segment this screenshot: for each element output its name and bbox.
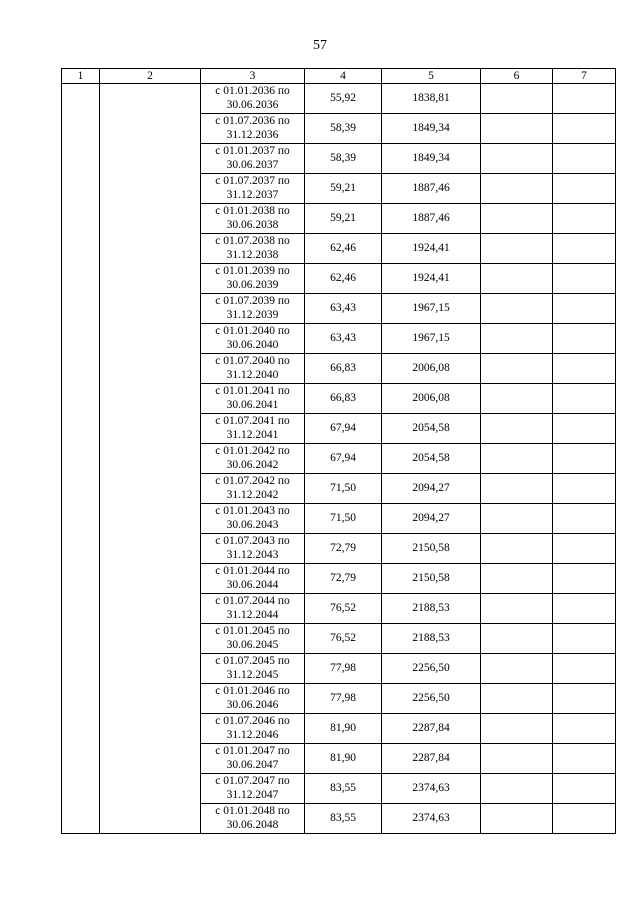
period-line: 31.12.2044	[226, 608, 279, 621]
value-col4-cell: 83,55	[305, 774, 382, 804]
value-col5-cell: 2287,84	[382, 714, 481, 744]
period-cell	[201, 594, 305, 624]
value-col7-cell	[553, 294, 616, 324]
period-line: 31.12.2047	[226, 788, 279, 801]
period-cell	[201, 444, 305, 474]
period-cell	[201, 474, 305, 504]
column-header: 4	[305, 69, 382, 84]
value-col6-cell	[481, 744, 553, 774]
period-cell	[201, 384, 305, 414]
value-col7-cell	[553, 534, 616, 564]
value-col7-cell	[553, 354, 616, 384]
value-col5-cell: 2256,50	[382, 684, 481, 714]
value-col4-cell: 76,52	[305, 624, 382, 654]
value-col5-cell: 2150,58	[382, 564, 481, 594]
value-col7-cell	[553, 114, 616, 144]
period-line: с 01.07.2040 по	[215, 355, 290, 367]
table-body	[62, 84, 616, 834]
value-col4-cell: 77,98	[305, 684, 382, 714]
value-col4-cell: 81,90	[305, 744, 382, 774]
period-cell	[201, 294, 305, 324]
value-col6-cell	[481, 294, 553, 324]
value-col4-cell: 71,50	[305, 474, 382, 504]
period-cell	[201, 744, 305, 774]
value-col4-cell: 55,92	[305, 84, 382, 114]
value-col4-cell: 72,79	[305, 564, 382, 594]
period-line: с 01.07.2043 по	[215, 535, 290, 547]
column-header: 1	[62, 69, 100, 84]
value-col4-cell: 58,39	[305, 114, 382, 144]
column-1-cell	[62, 84, 100, 834]
value-col5-cell: 2094,27	[382, 504, 481, 534]
value-col4-cell: 83,55	[305, 804, 382, 834]
value-col4-cell: 66,83	[305, 384, 382, 414]
value-col7-cell	[553, 654, 616, 684]
period-cell	[201, 564, 305, 594]
column-header: 2	[100, 69, 201, 84]
period-cell	[201, 84, 305, 114]
period-cell	[201, 234, 305, 264]
value-col7-cell	[553, 204, 616, 234]
period-cell	[201, 174, 305, 204]
value-col6-cell	[481, 204, 553, 234]
value-col7-cell	[553, 414, 616, 444]
value-col5-cell: 2188,53	[382, 624, 481, 654]
value-col7-cell	[553, 774, 616, 804]
value-col6-cell	[481, 774, 553, 804]
value-col6-cell	[481, 594, 553, 624]
value-col5-cell: 1887,46	[382, 204, 481, 234]
period-line: с 01.07.2036 по	[215, 115, 290, 127]
period-line: с 01.01.2043 по	[215, 505, 290, 517]
value-col5-cell: 2287,84	[382, 744, 481, 774]
value-col6-cell	[481, 114, 553, 144]
value-col5-cell: 1924,41	[382, 264, 481, 294]
period-cell	[201, 534, 305, 564]
value-col5-cell: 2150,58	[382, 534, 481, 564]
value-col4-cell: 59,21	[305, 204, 382, 234]
header-row	[62, 69, 616, 84]
value-col6-cell	[481, 84, 553, 114]
value-col5-cell: 1838,81	[382, 84, 481, 114]
value-col4-cell: 58,39	[305, 144, 382, 174]
value-col4-cell: 76,52	[305, 594, 382, 624]
period-line: 31.12.2038	[226, 248, 279, 261]
period-line: 30.06.2042	[226, 458, 279, 471]
value-col6-cell	[481, 324, 553, 354]
period-line: с 01.01.2046 по	[215, 685, 290, 697]
period-line: 31.12.2043	[226, 548, 279, 561]
period-line: 31.12.2040	[226, 368, 279, 381]
value-col6-cell	[481, 714, 553, 744]
value-col4-cell: 63,43	[305, 324, 382, 354]
value-col5-cell: 2256,50	[382, 654, 481, 684]
value-col7-cell	[553, 744, 616, 774]
period-line: с 01.01.2038 по	[215, 205, 290, 217]
value-col7-cell	[553, 684, 616, 714]
period-cell	[201, 324, 305, 354]
value-col4-cell: 62,46	[305, 234, 382, 264]
value-col6-cell	[481, 624, 553, 654]
value-col6-cell	[481, 804, 553, 834]
period-cell	[201, 414, 305, 444]
period-line: с 01.01.2036 по	[215, 85, 290, 97]
period-line: 30.06.2036	[226, 98, 279, 111]
value-col6-cell	[481, 654, 553, 684]
period-line: с 01.01.2039 по	[215, 265, 290, 277]
value-col6-cell	[481, 444, 553, 474]
period-line: с 01.07.2041 по	[215, 415, 290, 427]
period-line: 30.06.2047	[226, 758, 279, 771]
value-col7-cell	[553, 444, 616, 474]
value-col4-cell: 62,46	[305, 264, 382, 294]
value-col7-cell	[553, 174, 616, 204]
period-line: с 01.07.2045 по	[215, 655, 290, 667]
value-col6-cell	[481, 354, 553, 384]
period-cell	[201, 774, 305, 804]
value-col7-cell	[553, 564, 616, 594]
value-col5-cell: 2054,58	[382, 444, 481, 474]
period-cell	[201, 504, 305, 534]
period-line: с 01.07.2046 по	[215, 715, 290, 727]
period-line: 30.06.2046	[226, 698, 279, 711]
value-col5-cell: 1967,15	[382, 294, 481, 324]
period-line: 30.06.2048	[226, 818, 279, 831]
column-header: 7	[553, 69, 616, 84]
value-col6-cell	[481, 174, 553, 204]
value-col6-cell	[481, 144, 553, 174]
value-col4-cell: 77,98	[305, 654, 382, 684]
period-cell	[201, 144, 305, 174]
value-col6-cell	[481, 474, 553, 504]
period-line: 30.06.2043	[226, 518, 279, 531]
value-col5-cell: 1887,46	[382, 174, 481, 204]
value-col6-cell	[481, 384, 553, 414]
value-col5-cell: 2006,08	[382, 384, 481, 414]
period-line: с 01.01.2045 по	[215, 625, 290, 637]
period-line: с 01.07.2047 по	[215, 775, 290, 787]
value-col5-cell: 2094,27	[382, 474, 481, 504]
column-header: 6	[481, 69, 553, 84]
value-col7-cell	[553, 264, 616, 294]
period-line: 30.06.2037	[226, 158, 279, 171]
period-line: 31.12.2041	[226, 428, 279, 441]
period-line: 30.06.2044	[226, 578, 279, 591]
value-col7-cell	[553, 804, 616, 834]
value-col4-cell: 66,83	[305, 354, 382, 384]
value-col7-cell	[553, 504, 616, 534]
period-line: 30.06.2045	[226, 638, 279, 651]
period-line: 31.12.2039	[226, 308, 279, 321]
period-cell	[201, 804, 305, 834]
value-col5-cell: 2006,08	[382, 354, 481, 384]
value-col4-cell: 67,94	[305, 414, 382, 444]
period-line: 31.12.2045	[226, 668, 279, 681]
period-line: 30.06.2041	[226, 398, 279, 411]
column-header: 5	[382, 69, 481, 84]
value-col5-cell: 1967,15	[382, 324, 481, 354]
value-col6-cell	[481, 504, 553, 534]
column-header: 3	[201, 69, 305, 84]
value-col7-cell	[553, 84, 616, 114]
period-line: с 01.07.2037 по	[215, 175, 290, 187]
period-line: 30.06.2039	[226, 278, 279, 291]
period-line: с 01.07.2044 по	[215, 595, 290, 607]
value-col4-cell: 72,79	[305, 534, 382, 564]
period-line: 31.12.2046	[226, 728, 279, 741]
value-col5-cell: 2374,63	[382, 804, 481, 834]
value-col6-cell	[481, 264, 553, 294]
value-col6-cell	[481, 564, 553, 594]
value-col5-cell: 1924,41	[382, 234, 481, 264]
value-col7-cell	[553, 714, 616, 744]
value-col6-cell	[481, 414, 553, 444]
period-line: с 01.07.2038 по	[215, 235, 290, 247]
value-col5-cell: 1849,34	[382, 144, 481, 174]
value-col5-cell: 2374,63	[382, 774, 481, 804]
value-col7-cell	[553, 384, 616, 414]
value-col5-cell: 1849,34	[382, 114, 481, 144]
period-line: 31.12.2037	[226, 188, 279, 201]
value-col7-cell	[553, 144, 616, 174]
value-col4-cell: 59,21	[305, 174, 382, 204]
value-col7-cell	[553, 624, 616, 654]
period-cell	[201, 684, 305, 714]
period-line: с 01.01.2047 по	[215, 745, 290, 757]
period-line: с 01.07.2039 по	[215, 295, 290, 307]
value-col6-cell	[481, 534, 553, 564]
value-col4-cell: 63,43	[305, 294, 382, 324]
period-cell	[201, 714, 305, 744]
value-col7-cell	[553, 594, 616, 624]
period-line: с 01.01.2048 по	[215, 805, 290, 817]
period-cell	[201, 624, 305, 654]
period-cell	[201, 654, 305, 684]
value-col5-cell: 2188,53	[382, 594, 481, 624]
period-line: 31.12.2042	[226, 488, 279, 501]
period-line: с 01.01.2044 по	[215, 565, 290, 577]
period-line: с 01.01.2040 по	[215, 325, 290, 337]
tariff-table	[61, 68, 616, 834]
period-line: с 01.01.2041 по	[215, 385, 290, 397]
page-number: 57	[313, 38, 327, 53]
period-line: с 01.01.2042 по	[215, 445, 290, 457]
value-col4-cell: 81,90	[305, 714, 382, 744]
value-col6-cell	[481, 684, 553, 714]
period-cell	[201, 354, 305, 384]
value-col7-cell	[553, 474, 616, 504]
value-col4-cell: 67,94	[305, 444, 382, 474]
value-col6-cell	[481, 234, 553, 264]
period-line: с 01.07.2042 по	[215, 475, 290, 487]
value-col7-cell	[553, 234, 616, 264]
value-col4-cell: 71,50	[305, 504, 382, 534]
period-line: 30.06.2040	[226, 338, 279, 351]
period-cell	[201, 264, 305, 294]
period-line: с 01.01.2037 по	[215, 145, 290, 157]
period-cell	[201, 114, 305, 144]
period-cell	[201, 204, 305, 234]
period-line: 30.06.2038	[226, 218, 279, 231]
value-col7-cell	[553, 324, 616, 354]
value-col5-cell: 2054,58	[382, 414, 481, 444]
table-row	[62, 84, 616, 114]
period-line: 31.12.2036	[226, 128, 279, 141]
column-2-cell	[100, 84, 201, 834]
